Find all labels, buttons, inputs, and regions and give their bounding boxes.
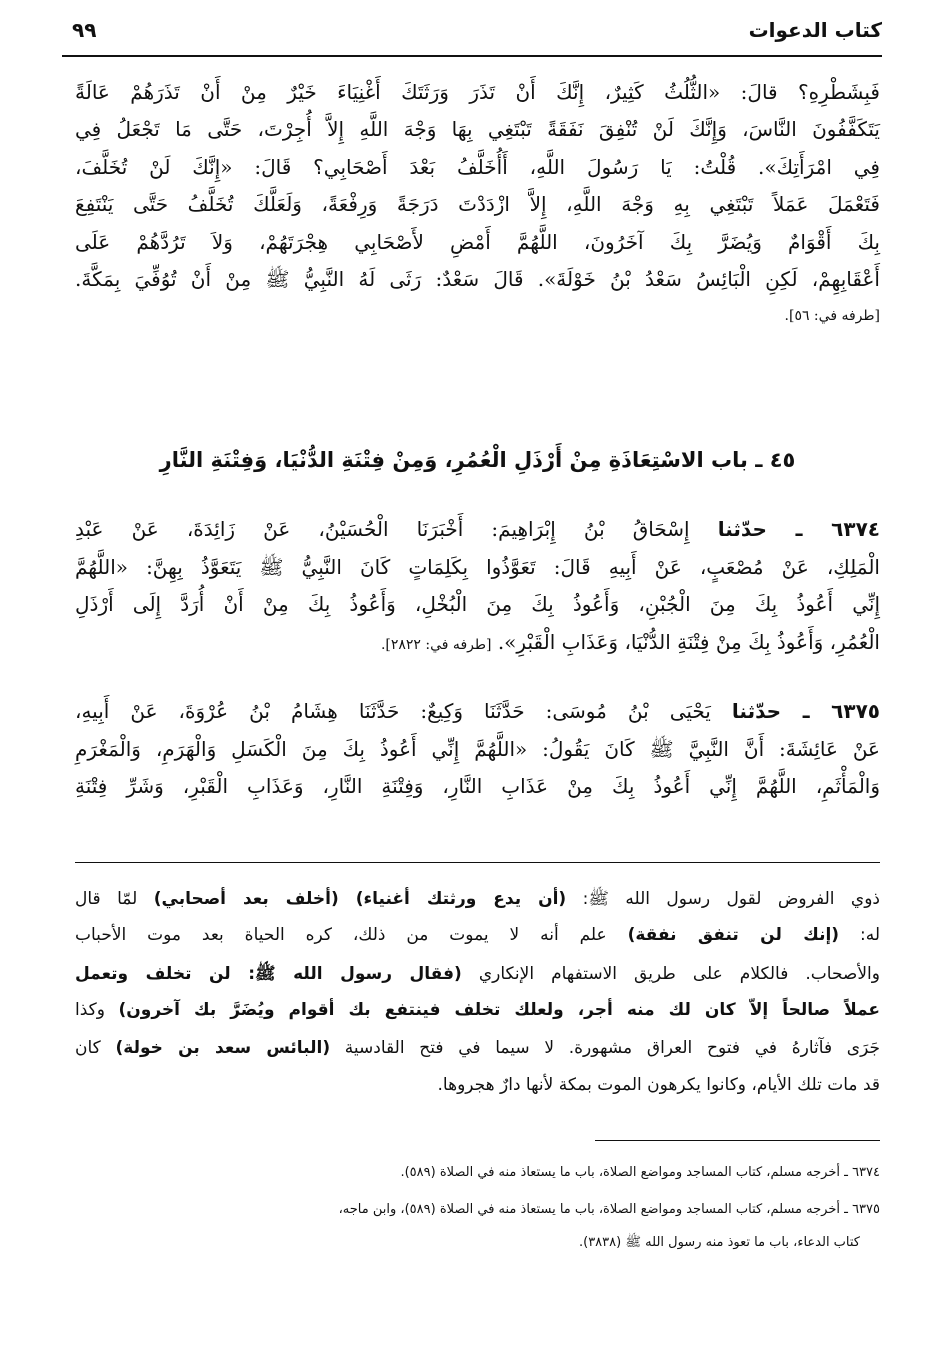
footnote: كتاب الدعاء، باب ما تعوذ منه رسول الله ﷺ (٣٨٣٨). bbox=[578, 1235, 860, 1250]
commentary-text: ذوي الفروض لقول رسول الله ﷺ: bbox=[566, 889, 881, 909]
commentary-divider bbox=[75, 862, 880, 863]
commentary-line bbox=[75, 888, 880, 913]
hadith-6375-line bbox=[75, 699, 880, 723]
commentary-line bbox=[75, 1075, 880, 1095]
quoted-text: (أن يدع ورثتك أغنياء) (أخلف بعد أصحابي) bbox=[153, 889, 567, 909]
main-text-line: فِي امْرَأَتِكَ». قُلْتُ: يَا رَسُولَ اللَّهِ، أَأُخَلَّفُ بَعْدَ أَصْحَابِي؟ قَالَ: «إِنَّكَ لَنْ تُخَلَّفَ، bbox=[75, 155, 880, 179]
quoted-text: عملاً صالحاً إلاّ كان لك منه أجر، ولعلك تخلف فينتفع بك أقوام ويُضَرَّ بك آخرون) bbox=[118, 1000, 880, 1020]
cross-reference: [طرفه في: ٢٨٢٢]. bbox=[380, 637, 492, 653]
header-divider bbox=[62, 55, 882, 57]
hadith-6375-line: عَنْ عَائِشَةَ: أَنَّ النَّبِيَّ ﷺ كَانَ يَقُولُ: «اللَّهُمَّ إِنِّي أَعُوذُ بِكَ مِنَ الْكَسَلِ وَالْهَرَمِ، وَالْمَغْرَمِ bbox=[75, 737, 880, 761]
hadith-6375-line: وَالْمَأْثَمِ، اللَّهُمَّ إِنِّي أَعُوذُ بِكَ مِنْ عَذَابِ النَّارِ، وَفِتْنَةِ النَّارِ، وَعَذَابِ الْقَبْرِ، وَشَرِّ فِتْنَةِ bbox=[75, 774, 880, 798]
hadith-number: ٦٣٧٥ ـ حدّثنا bbox=[731, 699, 880, 723]
hadith-text: يَحْيَى بْنُ مُوسَى: حَدَّثَنَا وَكِيعٌ: حَدَّثَنَا هِشَامُ بْنُ عُرْوَةَ، عَنْ أَبِيهِ، bbox=[75, 699, 711, 723]
hadith-text: الْعُمُرِ، وَأَعُوذُ بِكَ مِنْ فِتْنَةِ الدُّنْيَا، وَعَذَابِ الْقَبْرِ». bbox=[497, 630, 880, 654]
main-text-line: فَتَعْمَلَ عَمَلاً تَبْتَغِي بِهِ وَجْهَ اللَّهِ، إِلاَّ ازْدَدْتَ دَرَجَةً وَرِفْعَةً، وَلَعَلَّكَ تُخَلَّفُ حَتَّى يَنْتَفِعَ bbox=[75, 192, 880, 216]
cross-reference: [طرفه في: ٥٦]. bbox=[784, 308, 880, 324]
hadith-text: إِسْحَاقُ بْنُ إِبْرَاهِيمَ: أَخْبَرَنَا الْحُسَيْنُ، عَنْ زَائِدَةَ، عَنْ عَبْدِ bbox=[75, 517, 690, 541]
hadith-number: ٦٣٧٤ ـ حدّثنا bbox=[717, 517, 880, 541]
quoted-text: (إنك لن تنفق نفقة) bbox=[627, 925, 840, 945]
commentary-line bbox=[75, 1038, 880, 1058]
commentary-text: له: bbox=[839, 925, 881, 945]
commentary-line bbox=[75, 1000, 880, 1020]
commentary-text: علم أنه لا يموت من ذلك، كره الحياة بعد موت الأحباب bbox=[75, 925, 628, 945]
hadith-6374-line bbox=[75, 630, 880, 654]
commentary-text: جَرَى فآثارهُ في فتوح العراق مشهورة. لا سيما في فتح القادسية bbox=[330, 1038, 880, 1058]
commentary-line bbox=[75, 925, 880, 945]
main-text-line: فَبِشَطْرِهِ؟ قالَ: «الثُّلُثُ كَثِيرٌ، إِنَّكَ أَنْ تَذَرَ وَرَثَتَكَ أَغْنِيَاءَ خَيْرٌ مِنْ أَنْ تَذَرَهُمْ عَالَةً bbox=[75, 80, 880, 104]
book-chapter-title: كتاب الدعوات bbox=[748, 18, 882, 42]
commentary-text: والأصحاب. فالكلام على طريق الاستفهام الإنكاري bbox=[461, 964, 880, 984]
commentary-text: قد مات تلك الأيام، وكانوا يكرهون الموت بمكة لأنها دارٌ هجروها. bbox=[437, 1075, 880, 1095]
page-number: ٩٩ bbox=[72, 18, 97, 42]
commentary-text: وكذا bbox=[75, 1000, 119, 1020]
section-heading: ٤٥ ـ باب الاسْتِعَاذَةِ مِنْ أَرْذَلِ الْعُمُرِ، وَمِنْ فِتْنَةِ الدُّنْيَا، وَفِتْنَةِ النَّارِ bbox=[159, 448, 796, 472]
quoted-text: (البائس سعد بن خولة) bbox=[115, 1038, 331, 1058]
commentary-line bbox=[75, 963, 880, 988]
hadith-6374-line: إِنِّي أَعُوذُ بِكَ مِنَ الْجُبْنِ، وَأَعُوذُ بِكَ مِنَ الْبُخْلِ، وَأَعُوذُ بِكَ مِنْ أَنْ أُرَدَّ إِلَى أَرْذَلِ bbox=[75, 592, 880, 616]
main-text-line: يَتَكَفَّفُونَ النَّاسَ، وَإِنَّكَ لَنْ تُنْفِقَ نَفَقَةً تَبْتَغِي بِهَا وَجْهَ اللَّهِ إِلاَّ أُجِرْتَ، حَتَّى مَا تَجْعَلُ فِي bbox=[75, 117, 880, 141]
footnote-divider bbox=[595, 1140, 880, 1141]
footnote: ٦٣٧٥ ـ أخرجه مسلم، كتاب المساجد ومواضع الصلاة، باب ما يستعاذ منه في الصلاة (٥٨٩)، وابن ماجه، bbox=[338, 1202, 880, 1217]
hadith-6374-line: الْمَلِكِ، عَنْ مُصْعَبٍ، عَنْ أَبِيهِ قَالَ: تَعَوَّذُوا بِكَلِمَاتٍ كَانَ النَّبِيُّ ﷺ يَتَعَوَّذُ بِهِنَّ: «اللَّهُمَّ bbox=[75, 555, 880, 579]
commentary-text: كان bbox=[75, 1038, 116, 1058]
footnote: ٦٣٧٤ ـ أخرجه مسلم، كتاب المساجد ومواضع الصلاة، باب ما يستعاذ منه في الصلاة (٥٨٩). bbox=[400, 1165, 880, 1180]
main-text-line: بِكَ أَقْوَامٌ وَيُضَرَّ بِكَ آخَرُونَ، اللَّهُمَّ أَمْضِ لأَصْحَابِي هِجْرَتَهُمْ، وَلاَ تَرُدَّهُمْ عَلَى bbox=[75, 230, 880, 254]
quoted-text: (فقال رسول الله ﷺ: لن تخلف وتعمل bbox=[75, 964, 462, 984]
hadith-6374-line bbox=[75, 517, 880, 541]
commentary-text: لمّا قال bbox=[75, 889, 154, 909]
main-text-line: أَعْقَابِهِمْ، لَكِنِ الْبَائِسُ سَعْدُ بْنُ خَوْلَةَ». قَالَ سَعْدٌ: رَثَى لَهُ النَّبِيُّ ﷺ مِنْ أَنْ تُوُفِّيَ بِمَكَّةَ. bbox=[75, 267, 880, 291]
